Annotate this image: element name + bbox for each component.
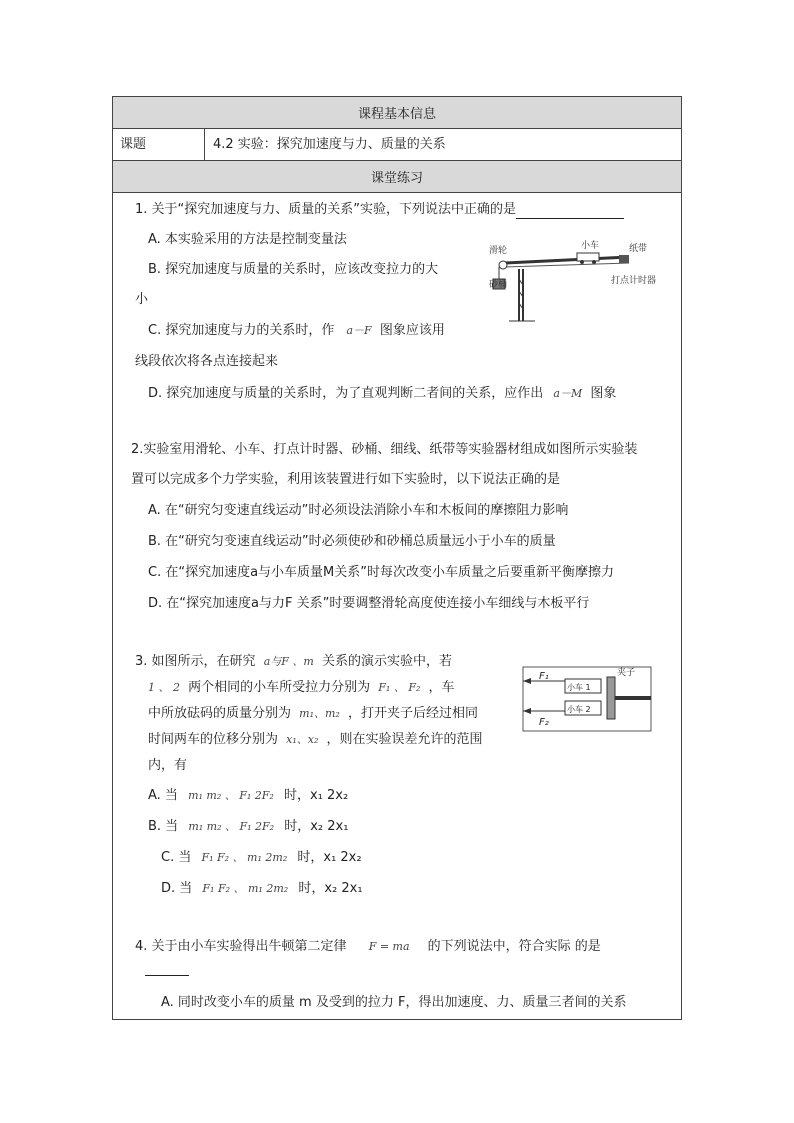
q2-option-a: A. 在“研究匀变速直线运动”时必须设法消除小车和木板间的摩擦阻力影响 — [148, 503, 569, 518]
q3-s1a: 3. 如图所示，在研究 — [135, 654, 256, 669]
q3-c-result: 时，x₁ 2x₂ — [297, 850, 362, 865]
q3-d-result: 时，x₂ 2x₁ — [298, 881, 363, 896]
q3-option-a — [148, 787, 348, 805]
q3-option-b — [148, 818, 348, 836]
q1-stem-text: 1. 关于“探究加速度与力、质量的关系”实验，下列说法中正确的是 — [135, 202, 517, 217]
q3-stem-line4 — [148, 731, 483, 749]
q3-stem-line1 — [135, 653, 452, 671]
q1-option-c-formula: a－F — [346, 324, 372, 337]
q3-option-c — [161, 849, 362, 867]
q1-option-d — [148, 385, 616, 403]
header-basic-info-text: 课程基本信息 — [357, 107, 436, 122]
q3-c-label: C. 当 — [161, 850, 192, 865]
q1-option-d-text: D. 探究加速度与质量的关系时，为了直观判断二者间的关系，应作出 — [148, 386, 544, 401]
q2-option-b: B. 在“研究匀变速直线运动”时必须使砂和砂桶总质量远小于小车的质量 — [148, 534, 556, 549]
header-practice-text: 课堂练习 — [370, 171, 423, 186]
q3-b-result: 时，x₂ 2x₁ — [284, 819, 349, 834]
label-timer: 打点计时器 — [611, 276, 657, 286]
q1-answer-blank[interactable] — [516, 204, 624, 219]
q3-d-label: D. 当 — [161, 881, 193, 896]
label-bucket: 砂桶 — [489, 280, 508, 290]
q1-option-d-formula: a－M — [553, 387, 583, 400]
label-clamp: 夹子 — [617, 668, 636, 678]
q3-s2c: ，车 — [428, 680, 455, 695]
q3-option-d — [161, 880, 363, 898]
topic-label: 课题 — [113, 129, 205, 160]
q3-b-label: B. 当 — [148, 819, 179, 834]
q3-stem-line3 — [148, 705, 478, 723]
q2-stem-line1: 2.实验室用滑轮、小车、打点计时器、砂桶、细线、纸带等实验器材组成如图所示实验装 — [131, 442, 638, 457]
q3-a-result: 时，x₁ 2x₂ — [283, 788, 349, 803]
q4-stem-text2: 的下列说法中，符合实际 的是 — [427, 939, 601, 954]
q3-a-formula: m₁ m₂ 、 F₁ 2F₂ — [188, 789, 274, 802]
q2-stem-line2: 置可以完成多个力学实验，利用该装置进行如下实验时，以下说法正确的是 — [131, 472, 561, 487]
label-car1: 小车 1 — [567, 683, 591, 692]
q3-s4b: ，则在实验误差允许的范围 — [326, 732, 483, 747]
label-pulley: 滑轮 — [489, 246, 508, 256]
header-basic-info — [113, 97, 681, 129]
q1-option-c-line1 — [148, 322, 445, 340]
q3-c-formula: F₁ F₂ 、 m₁ 2m₂ — [201, 851, 288, 864]
q3-b-formula: m₁ m₂ 、 F₁ 2F₂ — [188, 820, 275, 833]
q3-s2-formula: F₁ 、 F₂ — [378, 681, 421, 694]
q1-option-b-line2: 小 — [135, 292, 149, 307]
topic-row — [113, 129, 681, 161]
q1-option-c-text2: 图象应该用 — [379, 323, 445, 338]
q3-s3a: 中所放砝码的质量分别为 — [148, 706, 292, 721]
q3-s4a: 时间两车的位移分别为 — [148, 732, 279, 747]
q1-option-d-text2: 图象 — [590, 386, 617, 401]
q4-stem — [135, 938, 679, 956]
q4-stem-text: 4. 关于由小车实验得出牛顿第二定律 — [135, 939, 347, 954]
q3-s3-formula: m₁、m₂ — [299, 707, 340, 720]
q3-s4-formula: x₁、x₂ — [286, 733, 319, 746]
q2-option-c: C. 在“探究加速度a与小车质量M关系”时每次改变小车质量之后要重新平衡摩擦力 — [148, 565, 614, 580]
topic-value: 4.2 实验：探究加速度与力、质量的关系 — [213, 137, 446, 152]
q2-option-d: D. 在“探究加速度a与力F 关系”时要调整滑轮高度使连接小车细线与木板平行 — [148, 596, 590, 611]
label-f1: F₁ — [539, 671, 549, 682]
q4-answer-blank-line[interactable] — [145, 963, 189, 982]
q3-a-label: A. 当 — [148, 788, 178, 803]
q1-option-c-line2: 线段依次将各点连接起来 — [135, 354, 279, 369]
label-car2: 小车 2 — [567, 705, 591, 714]
q4-answer-blank[interactable] — [145, 963, 189, 976]
q3-stem-line5: 内，有 — [148, 758, 188, 773]
q1-option-b-line1: B. 探究加速度与质量的关系时，应该改变拉力的大 — [148, 262, 439, 277]
q3-stem-line2 — [148, 679, 455, 697]
q1-option-c-text: C. 探究加速度与力的关系时，作 — [148, 323, 335, 338]
q4-option-a: A. 同时改变小车的质量 m 及受到的拉力 F，得出加速度、力、质量三者间的关系 — [161, 995, 627, 1010]
q1-stem — [135, 201, 624, 219]
label-tape: 纸带 — [629, 244, 648, 254]
q1-apparatus-figure — [489, 239, 669, 329]
header-practice — [113, 161, 681, 193]
q3-s1b: 关系的演示实验中，若 — [321, 654, 452, 669]
course-table — [112, 96, 682, 1020]
q3-s3b: ，打开夹子后经过相同 — [347, 706, 478, 721]
q4-formula: F = ma — [368, 940, 410, 953]
q3-s2b: 两个相同的小车所受拉力分别为 — [188, 680, 371, 695]
q3-carts-figure — [519, 663, 663, 735]
q3-s1-formula: a与F 、m — [263, 655, 314, 668]
label-cart: 小车 — [581, 241, 600, 251]
q3-d-formula: F₁ F₂ 、 m₁ 2m₂ — [202, 882, 289, 895]
q3-s2-numbers: 1 、 2 — [148, 681, 180, 694]
label-f2: F₂ — [539, 717, 549, 728]
q1-option-a: A. 本实验采用的方法是控制变量法 — [148, 232, 347, 247]
